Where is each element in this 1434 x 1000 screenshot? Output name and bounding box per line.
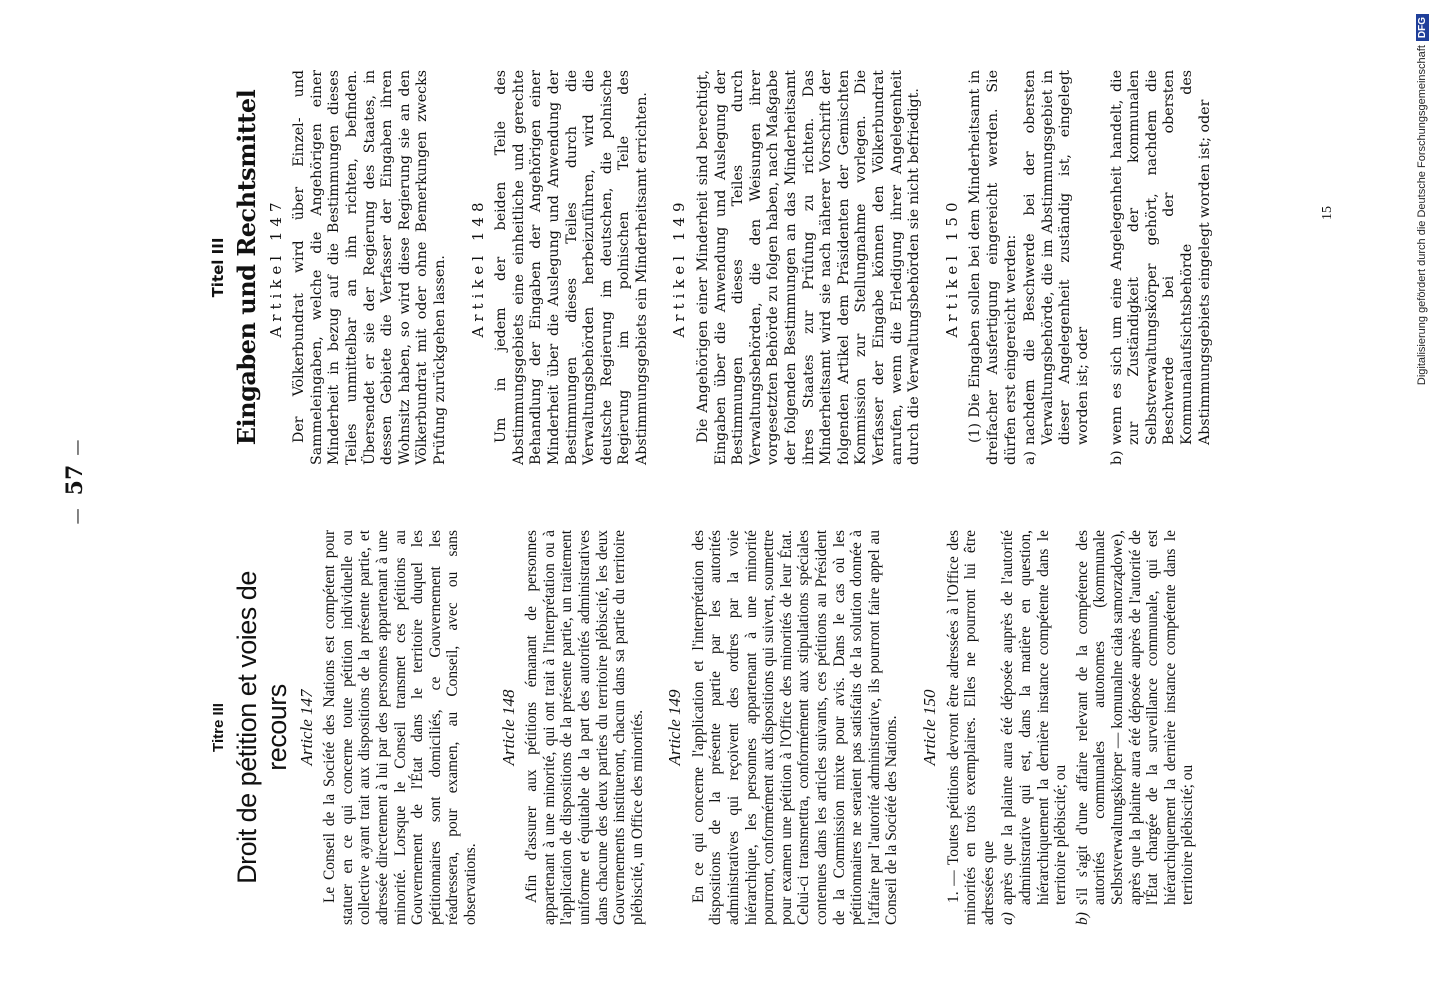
french-titre: Titre III: [210, 703, 227, 752]
french-article-150-item-b: b) s'il s'agit d'une affaire relevant de la compétence des autorités communales autonomes (kommunale Selbstverwaltungskörper — komunalne ciała samorządowe), après que la plainte aura été déposée auprès de l'autorité de l'État chargée de la surveillance communale, qui est hiérarchiquement la dernière instance compétente dans le territoire plébiscité; ou: [1073, 530, 1197, 925]
german-column: [210, 70, 1218, 465]
german-article-150-intro: (1) Die Eingaben sollen bei dem Minderheitsamt in dreifacher Ausfertigung eingereicht werden. Sie dürfen erst eingereicht werden:: [967, 70, 1019, 465]
french-article-148-title: Article 148: [498, 689, 518, 766]
digitization-notice: [1410, 0, 1434, 1000]
french-article-147-text: Le Conseil de la Société des Nations est compétent pour statuer en ce qui concerne toute pétition individuelle ou collective ayant trait aux dispositions de la présente partie, et adressée directement à lui par des personnes appartenant à une minorité. Lorsque le Conseil transmet ces pétitions au Gouvernement de l'État dans le territoire duquel les pétitionnaires sont domiciliés, ce Gouvernement les réadressera, pour examen, au Conseil, avec ou sans observations.: [321, 530, 479, 925]
german-article-150-title: Artikel 150: [942, 197, 961, 338]
german-article-148-title: Artikel 148: [468, 197, 487, 338]
german-article-149-text: Die Angehörigen einer Minderheit sind berechtigt, Eingaben über die Anwendung und Auslegung der Bestimmungen dieses Teiles durch Verwaltungsbehörden, die den Weisungen ihrer vorgesetzten Behörde zu folgen haben, nach Maßgabe der folgenden Bestimmungen an das Minderheitsamt ihres Staates zur Prüfung zu richten. Das Minderheitsamt wird sie nach näherer Vorschrift der folgenden Artikel dem Präsidenten der Gemischten Kommission zur Stellungnahme vorlegen. Die Verfasser der Eingabe können den Völkerbundrat anrufen, wenn die Erledigung ihrer Angelegenheit durch die Verwaltungsbehörden sie nicht befriedigt.: [695, 70, 923, 465]
digitization-text: Digitalisierung gefördert durch die Deutsche Forschungsgemeinschaft: [1416, 45, 1428, 386]
french-article-150-item-a: a) après que la plainte aura été déposée auprès de l'autorité administrative qui est, dans la matière en question, hiérarchiquement la dernière instance compétente dans le territoire plébiscité; ou: [999, 530, 1070, 925]
german-titel: Titel III: [209, 237, 227, 298]
footer-page-number: 15: [1320, 206, 1335, 220]
german-article-150-item-b: b) wenn es sich um eine Angelegenheit handelt, die zur Zuständigkeit der kommunalen Selbstverwaltungskörper gehört, nachdem die Beschwerde bei der obersten Kommunalaufsichtsbehörde des Abstimmungsgebiets eingelegt worden ist; oder: [1108, 70, 1213, 465]
french-heading: Droit de pétition et voies de recours: [231, 571, 292, 884]
page-number: — 57 —: [62, 435, 88, 525]
german-heading: Eingaben und Rechtsmittel: [231, 89, 261, 446]
french-article-147-title: Article 147: [296, 689, 316, 766]
german-article-150-item-a: a) nachdem die Beschwerde bei der obersten Verwaltungsbehörde, die im Abstimmungsgebiet in dieser Angelegenheit zuständig ist, eingelegt worden ist; oder: [1022, 70, 1091, 465]
german-article-147-title: Artikel 147: [266, 197, 285, 338]
dfg-logo: DFG: [1416, 14, 1429, 41]
french-column: [210, 530, 1201, 925]
french-article-148-text: Afin d'assurer aux pétitions émanant de personnes appartenant à une minorité, qui ont trait à l'interprétation ou à l'application de dispositions de la présente partie, un traitement uniforme et équitable de la part des autorités administratives dans chacune des deux parties du territoire plébiscité, les deux Gouvernements institueront, chacun dans sa partie du territoire plébiscité, un Office des minorités.: [523, 530, 646, 925]
french-article-150-intro: 1. — Toutes pétitions devront être adressées à l'Office des minorités en trois exemplaires. Elles ne pourront lui être adressées que: [944, 530, 997, 925]
german-article-149-title: Artikel 149: [670, 197, 689, 338]
french-article-149-title: Article 149: [665, 689, 685, 766]
french-article-150-title: Article 150: [920, 689, 939, 766]
german-article-147-text: Der Völkerbundrat wird über Einzel- und Sammeleingaben, welche die Angehörigen einer Minderheit in bezug auf die Bestimmungen dieses Teiles unmittelbar an ihn richten, befinden. Übersendet er sie der Regierung des Staates, in dessen Gebiete die Verfasser der Eingaben ihren Wohnsitz haben, so wird diese Regierung sie an den Völkerbundrat mit oder ohne Bemerkungen zwecks Prüfung zurückgehen lassen.: [291, 70, 448, 465]
french-article-149-text: En ce qui concerne l'application et l'interprétation des dispositions de la présente partie par les autorités administratives qui reçoivent des ordres par la voie hiérarchique, les personnes appartenant à une minorité pourront, conformément aux dispositions qui suivent, soumettre pour examen une pétition à l'Office des minorités de leur État. Celui-ci transmettra, conformément aux stipulations spéciales contenues dans les articles suivants, ces pétitions au Président de la Commission mixte pour avis. Dans le cas où les pétitionnaires ne seraient pas satisfaits de la solution donnée à l'affaire par l'autorité administrative, ils pourront faire appel au Conseil de la Société des Nations.: [689, 530, 901, 925]
german-article-148-text: Um in jedem der beiden Teile des Abstimmungsgebiets eine einheitliche und gerechte Behandlung der Eingaben der Angehörigen einer Minderheit über die Auslegung und Anwendung der Bestimmungen dieses Teiles durch die Verwaltungsbehörden herbeizuführen, wird die deutsche Regierung im deutschen, die polnische Regierung im polnischen Teile des Abstimmungsgebiets ein Minderheitsamt errichten.: [493, 70, 650, 465]
